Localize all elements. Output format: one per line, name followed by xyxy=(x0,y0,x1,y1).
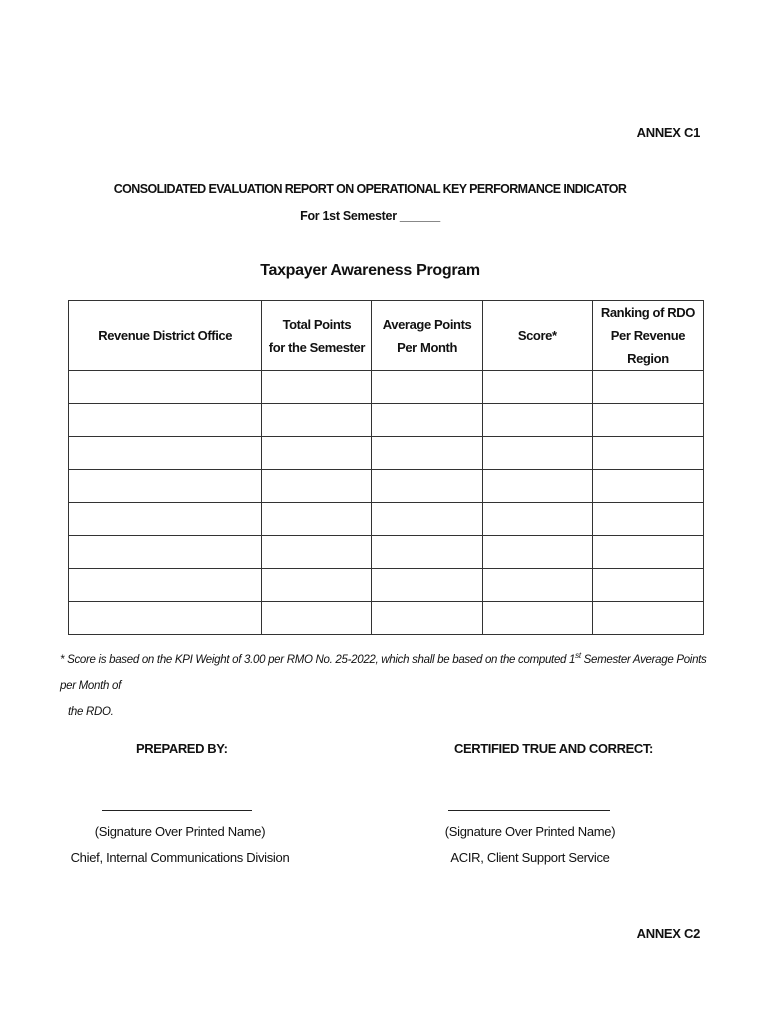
table-cell xyxy=(69,503,262,536)
header-total-points: Total Points for the Semester xyxy=(262,301,372,371)
table-cell xyxy=(482,404,592,437)
table-row xyxy=(69,536,704,569)
table-cell xyxy=(262,503,372,536)
table-cell xyxy=(372,437,482,470)
table-cell xyxy=(592,602,703,635)
table-cell xyxy=(69,437,262,470)
table-cell xyxy=(592,470,703,503)
certified-label: CERTIFIED TRUE AND CORRECT: xyxy=(454,741,653,756)
table-row xyxy=(69,470,704,503)
table-cell xyxy=(482,602,592,635)
table-cell xyxy=(69,371,262,404)
table-cell xyxy=(372,371,482,404)
annex-label-top: ANNEX C1 xyxy=(636,125,700,140)
table-cell xyxy=(592,437,703,470)
table-cell xyxy=(262,371,372,404)
table-cell xyxy=(69,404,262,437)
table-cell xyxy=(592,404,703,437)
prepared-position: Chief, Internal Communications Division xyxy=(70,850,290,865)
table-cell xyxy=(372,569,482,602)
table-cell xyxy=(372,503,482,536)
table-cell xyxy=(69,569,262,602)
header-score: Score* xyxy=(482,301,592,371)
annex-label-bottom: ANNEX C2 xyxy=(636,926,700,941)
footnote-line-2: the RDO. xyxy=(68,705,114,718)
table-cell xyxy=(592,569,703,602)
table-cell xyxy=(372,470,482,503)
prepared-signature-line xyxy=(102,810,252,811)
semester-line: For 1st Semester ______ xyxy=(300,209,440,223)
program-title: Taxpayer Awareness Program xyxy=(260,262,480,279)
table-cell xyxy=(372,536,482,569)
footnote-line-1: * Score is based on the KPI Weight of 3.00 per RMO No. 25-2022, which shall be based on the computed 1st Semester Average Points per Month of xyxy=(60,651,707,692)
header-ranking: Ranking of RDO Per Revenue Region xyxy=(592,301,703,371)
table-header-row xyxy=(69,301,704,371)
table-row xyxy=(69,404,704,437)
table-row xyxy=(69,569,704,602)
certified-position: ACIR, Client Support Service xyxy=(450,850,610,865)
table-cell xyxy=(69,470,262,503)
table-cell xyxy=(592,503,703,536)
prepared-by-label: PREPARED BY: xyxy=(136,741,228,756)
table-row xyxy=(69,602,704,635)
table-cell xyxy=(482,503,592,536)
table-cell xyxy=(262,470,372,503)
table-cell xyxy=(262,602,372,635)
kpi-table xyxy=(68,300,704,635)
certified-signature-caption: (Signature Over Printed Name) xyxy=(444,824,616,839)
table-cell xyxy=(592,371,703,404)
header-revenue-district-office: Revenue District Office xyxy=(69,301,262,371)
table-row xyxy=(69,371,704,404)
table-cell xyxy=(482,536,592,569)
table-cell xyxy=(69,602,262,635)
table-cell xyxy=(372,404,482,437)
prepared-signature-caption: (Signature Over Printed Name) xyxy=(94,824,266,839)
table-cell xyxy=(482,569,592,602)
table-cell xyxy=(262,437,372,470)
table-row xyxy=(69,503,704,536)
table-row xyxy=(69,437,704,470)
table-cell xyxy=(262,404,372,437)
table-cell xyxy=(482,470,592,503)
table-cell xyxy=(482,371,592,404)
table-cell xyxy=(372,602,482,635)
table-cell xyxy=(262,569,372,602)
report-title: CONSOLIDATED EVALUATION REPORT ON OPERATIONAL KEY PERFORMANCE INDICATOR xyxy=(113,182,627,196)
prepared-signature-block xyxy=(70,819,290,871)
score-footnote xyxy=(60,643,710,725)
certified-signature-block xyxy=(420,819,640,871)
table-cell xyxy=(69,536,262,569)
header-average-points: Average Points Per Month xyxy=(372,301,482,371)
table-body xyxy=(69,371,704,635)
table-cell xyxy=(482,437,592,470)
table-cell xyxy=(262,536,372,569)
table-cell xyxy=(592,536,703,569)
certified-signature-line xyxy=(448,810,610,811)
